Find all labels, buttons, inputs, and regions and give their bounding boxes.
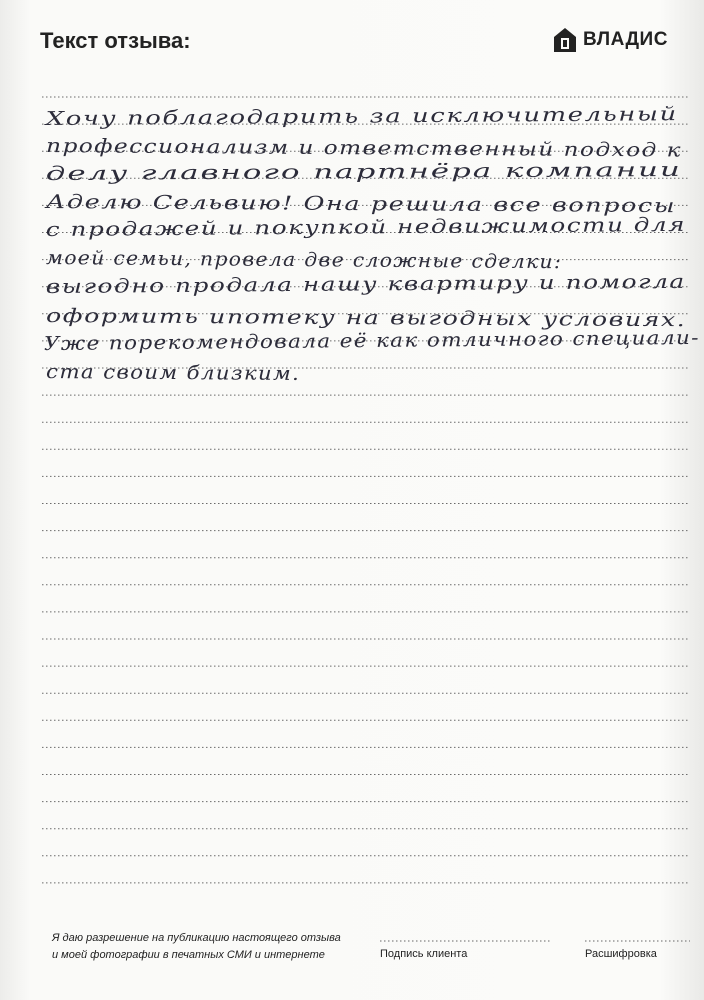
handwritten-line: оформить ипотеку на выгодных условиях. [46, 305, 687, 332]
client-signature-label: Подпись клиента [380, 948, 468, 960]
form-title: Текст отзыва: [40, 28, 191, 53]
handwritten-line: Аделю Сельвию! Она решила все вопросы [46, 191, 677, 218]
signature-decode-label: Расшифровка [585, 948, 657, 960]
handwritten-line: с продажей и покупкой недвижимости для [45, 213, 687, 241]
handwritten-line: выгодно продала нашу квартиру и помогла [45, 270, 686, 298]
consent-line-2: и моей фотографии в печатных СМИ и интернете [52, 949, 325, 961]
consent-line-1: Я даю разрешение на публикацию настоящего отзыва [52, 932, 341, 944]
handwritten-line: профессионализм и ответственный подход к [46, 135, 683, 162]
handwritten-line: моей семьи, провела две сложные сделки: [46, 247, 563, 274]
brand-name: ВЛАДИС [583, 29, 668, 50]
handwritten-line: ста своим близким. [46, 361, 301, 385]
handwritten-line: делу главного партнёра компании [45, 158, 682, 185]
handwritten-line: Уже порекомендовала её как отличного специали- [43, 326, 700, 355]
handwritten-line: Хочу поблагодарить за исключительный [45, 103, 678, 130]
